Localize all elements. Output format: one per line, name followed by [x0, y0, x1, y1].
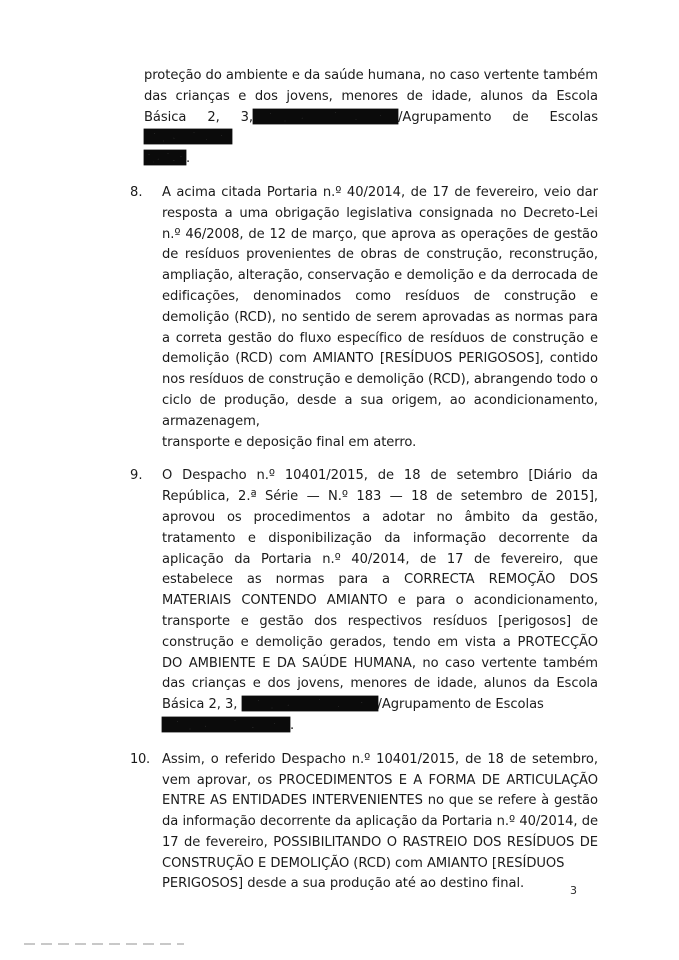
document-body	[130, 66, 598, 908]
lead-paragraph-text-between: /Agrupamento de Escolas	[398, 109, 598, 125]
scan-artifact-dashed-line	[24, 943, 184, 945]
list-item-8-body: A acima citada Portaria n.º 40/2014, de 17 de fevereiro, veio dar resposta a uma obrigação legislativa consignada no Decreto-Lei n.º 46/2008, de 12 de março, que aprova as operações de gestão de resíduos provenientes de obras de construção, reconstrução, ampliação, alteração, conservação e demolição e da derrocada de edificações, denominados como resíduos de construção e demolição (RCD), no sentido de serem aprovadas as normas para a correta gestão do fluxo específico de resíduos de construção e demolição (RCD) com AMIANTO [RESÍDUOS PERIGOSOS], contido nos resíduos de construção e demolição (RCD), abrangendo todo o ciclo de produção, desde a sua origem, ao acondicionamento, armazenagem,	[162, 184, 598, 429]
redaction-bar-school-name-2	[242, 696, 378, 711]
redaction-bar-school-group-2	[144, 150, 186, 165]
list-item-9	[130, 466, 598, 736]
list-item-9-text-between: /Agrupamento de Escolas	[377, 697, 544, 713]
list-item-9-text-after: .	[290, 717, 295, 733]
redaction-bar-school-name-1	[253, 109, 398, 124]
redaction-bar-school-group-3	[162, 717, 290, 732]
list-item-9-number: 9.	[130, 468, 143, 484]
list-item-8-text	[162, 183, 598, 453]
list-item-10-last-line: PERIGOSOS] desde a sua produção até ao destino final.	[162, 876, 525, 892]
redaction-bar-school-group-1	[144, 129, 232, 144]
list-item-9-body: O Despacho n.º 10401/2015, de 18 de setembro [Diário da República, 2.ª Série — N.º 183 — 18 de setembro de 2015], aprovou os procedimentos a adotar no âmbito da gestão, tratamento e disponibilização da informação decorrente da aplicação da Portaria n.º 40/2014, de 17 de fevereiro, que estabelece as normas para a CORRECTA REMOÇÃO DOS MATERIAIS CONTENDO AMIANTO e para o acondicionamento, transporte e gestão dos respectivos resíduos [perigosos] de construção e demolição gerados, tendo em vista a PROTECÇÃO DO AMBIENTE E DA SAÚDE HUMANA, no caso vertente também das crianças e dos jovens, menores de idade, alunos da Escola Básica 2, 3,	[162, 468, 598, 713]
list-item-10	[130, 750, 598, 896]
lead-paragraph-text-before: proteção do ambiente e da saúde humana, no caso vertente também das crianças e dos jovens, menores de idade, alunos da Escola Básica 2, 3,	[144, 68, 598, 125]
page-number: 3	[570, 884, 577, 897]
lead-paragraph-text-after: .	[186, 151, 191, 167]
lead-paragraph	[144, 66, 598, 170]
list-item-8	[130, 183, 598, 453]
list-item-8-last-line: transporte e deposição final em aterro.	[162, 434, 417, 450]
list-item-10-text	[162, 750, 598, 896]
list-item-9-text	[162, 466, 598, 736]
list-item-8-number: 8.	[130, 184, 143, 200]
list-item-10-body: Assim, o referido Despacho n.º 10401/2015, de 18 de setembro, vem aprovar, os PROCEDIMENTOS E A FORMA DE ARTICULAÇÃO ENTRE AS ENTIDADES INTERVENIENTES no que se refere à gestão da informação decorrente da aplicação da Portaria n.º 40/2014, de 17 de fevereiro, POSSIBILITANDO O RASTREIO DOS RESÍDUOS DE CONSTRUÇÃO E DEMOLIÇÃO (RCD) com AMIANTO [RESÍDUOS	[162, 751, 598, 871]
list-item-10-number: 10.	[130, 751, 150, 767]
